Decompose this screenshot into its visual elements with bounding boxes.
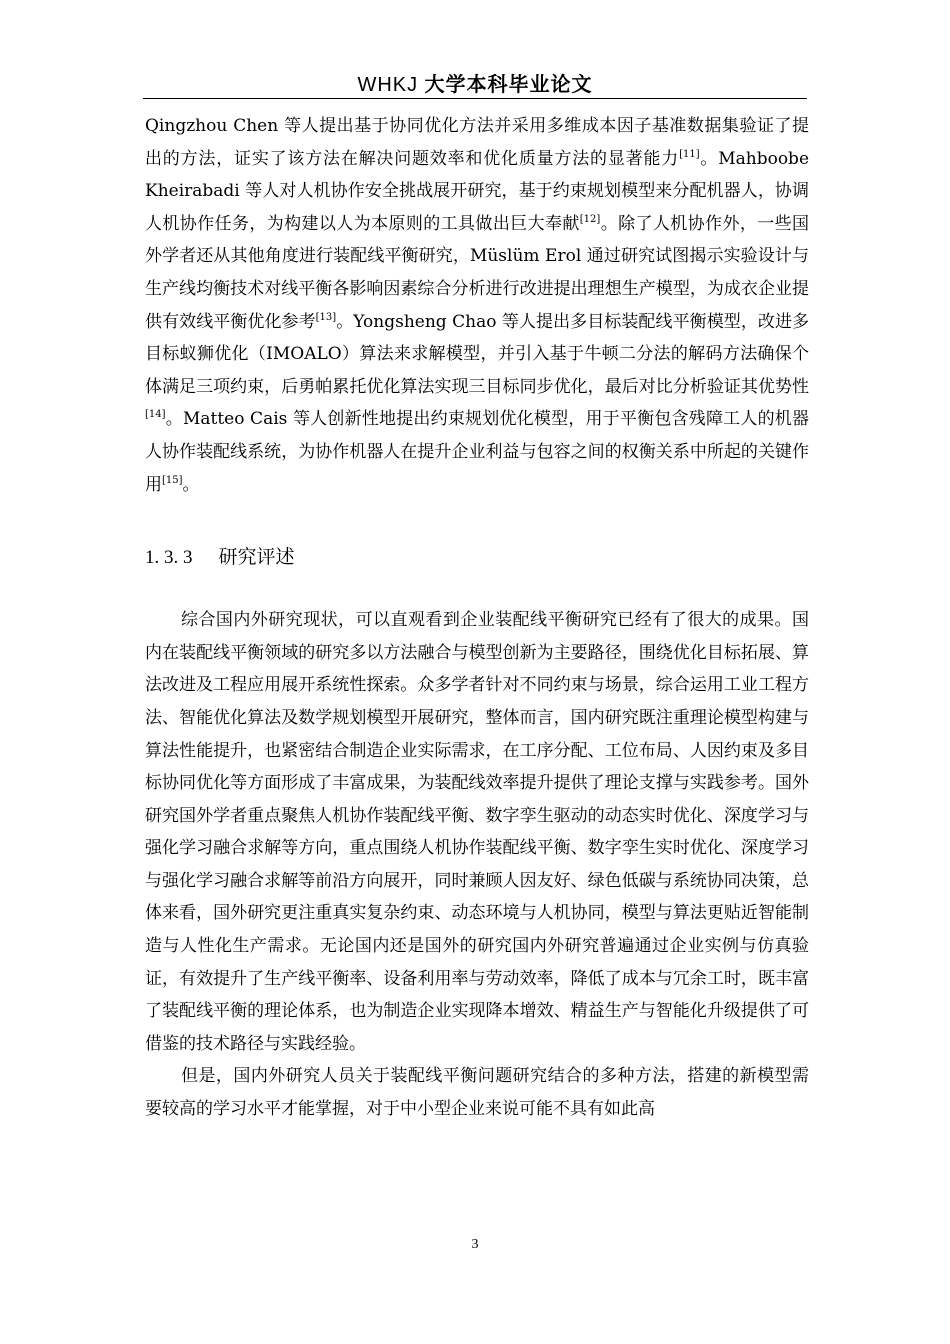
header-title: 大学本科毕业论文: [424, 72, 593, 96]
page-body: [145, 110, 809, 1126]
citation-ref: [15]: [162, 474, 183, 486]
paragraph-text-segment: Qingzhou Chen 等人提出基于协同优化方法并采用多维成本因子基准数据集验证了提出的方法，证实了该方法在解决问题效率和优化质量方法的显著能力: [145, 116, 809, 169]
paragraph-however: 但是，国内外研究人员关于装配线平衡问题研究结合的多种方法，搭建的新模型需要较高的学习水平才能掌握，对于中小型企业来说可能不具有如此高: [145, 1066, 809, 1120]
section-heading: [145, 541, 809, 574]
paragraph-text-segment: 。: [182, 474, 200, 495]
paragraph-text-segment: 。除了人机协作外，一些国外学者还从其他角度进行装配线平衡研究，Müslüm Erol 通过研究试图揭示实验设计与生产线均衡技术对线平衡各影响因素综合分析进行改进提出理想生产模型，为成衣企业提供有效线平衡优化参考: [145, 213, 810, 332]
citation-ref: [14]: [145, 409, 166, 421]
citation-ref: [11]: [679, 148, 700, 160]
citation-ref: [13]: [315, 311, 337, 323]
section-number: 1. 3. 3: [145, 547, 193, 569]
paragraph-text-segment: 。Yongsheng Chao 等人提出多目标装配线平衡模型，改进多目标蚁狮优化（IMOALO）算法来求解模型，并引入基于牛顿二分法的解码方法确保个体满足三项约束，后勇帕累托优化算法实现三目标同步优化，最后对比分析验证其优势性: [145, 311, 810, 397]
section-title: 研究评述: [218, 546, 295, 569]
paragraph-literature-abroad: [145, 110, 809, 501]
paragraph-text-segment: 。Mahboobe Kheirabadi 等人对人机协作安全挑战展开研究，基于约束规划模型来分配机器人，协调人机协作任务，为构建以人为本原则的工具做出巨大奉献: [145, 148, 809, 234]
header-rule: [143, 98, 807, 99]
paragraph-review: 综合国内外研究现状，可以直观看到企业装配线平衡研究已经有了很大的成果。国内在装配线平衡领域的研究多以方法融合与模型创新为主要路径，围绕优化目标拓展、算法改进及工程应用展开系统性探索。众多学者针对不同约束与场景，综合运用工业工程方法、智能优化算法及数学规划模型开展研究，整体而言，国内研究既注重理论模型构建与算法性能提升，也紧密结合制造企业实际需求，在工序分配、工位布局、人因约束及多目标协同优化等方面形成了丰富成果，为装配线效率提升提供了理论支撑与实践参考。国外研究国外学者重点聚焦人机协作装配线平衡、数字孪生驱动的动态实时优化、深度学习与强化学习融合求解等方向，重点围绕人机协作装配线平衡、数字孪生实时优化、深度学习与强化学习融合求解等前沿方向展开，同时兼顾人因友好、绿色低碳与系统协同决策，总体来看，国外研究更注重真实复杂约束、动态环境与人机协同，模型与算法更贴近智能制造与人性化生产需求。无论国内还是国外的研究国内外研究普遍通过企业实例与仿真验证，有效提升了生产线平衡率、设备利用率与劳动效率，降低了成本与冗余工时，既丰富了装配线平衡的理论体系，也为制造企业实现降本增效、精益生产与智能化升级提供了可借鉴的技术路径与实践经验。: [145, 610, 809, 1054]
page-number: 3: [471, 1237, 479, 1252]
page-header: [143, 70, 807, 98]
citation-ref: [12]: [579, 213, 601, 225]
paragraph-text-segment: 。Matteo Cais 等人创新性地提出约束规划优化模型，用于平衡包含残障工人的机器人协作装配线系统，为协作机器人在提升企业利益与包容之间的权衡关系中所起的关键作用: [145, 409, 809, 495]
header-latin: WHKJ: [357, 74, 419, 96]
